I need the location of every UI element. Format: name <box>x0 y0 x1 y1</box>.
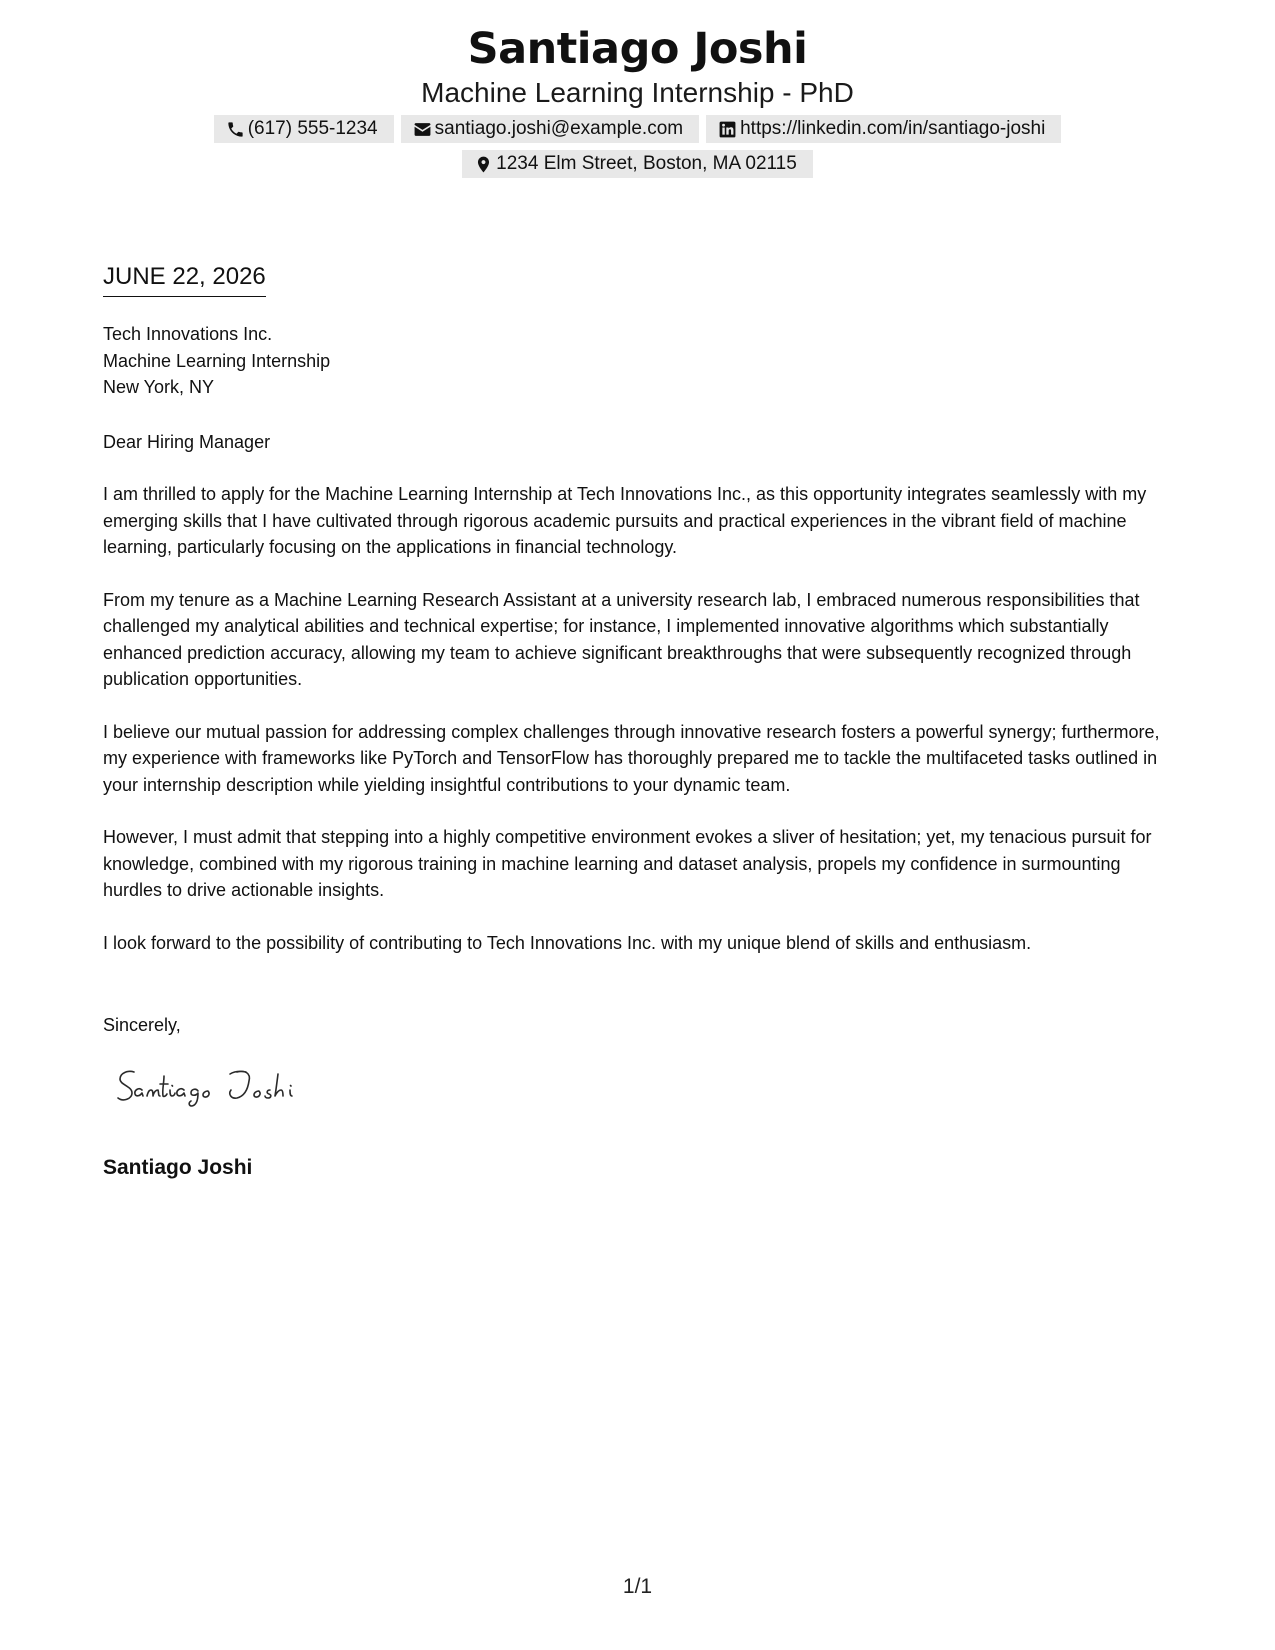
applicant-role: Machine Learning Internship - PhD <box>421 77 854 108</box>
recipient-block <box>103 321 1178 401</box>
recipient-position: Machine Learning Internship <box>103 350 331 371</box>
contact-phone-text: (617) 555-1234 <box>247 118 378 139</box>
paragraph: I look forward to the possibility of contributing to Tech Innovations Inc. with my unique blend of skills and enthusiasm. <box>103 932 1032 953</box>
contact-linkedin-text: https://linkedin.com/in/santiago-joshi <box>740 118 1046 139</box>
recipient-location: New York, NY <box>103 377 215 397</box>
letter-header <box>0 22 1275 178</box>
letter-date: JUNE 22, 2026 <box>103 262 266 297</box>
salutation: Dear Hiring Manager <box>103 431 271 452</box>
closing: Sincerely, <box>103 1015 181 1035</box>
signed-name: Santiago Joshi <box>103 1156 253 1179</box>
paragraph: I am thrilled to apply for the Machine Learning Internship at Tech Innovations Inc., as this opportunity integrates seamlessly with my emerging skills that I have cultivated through rigorous academic pursuits and practical experiences in the vibrant field of machine learning, particularly focusing on the applications in financial technology. <box>103 484 1147 557</box>
envelope-icon <box>413 120 432 139</box>
phone-icon <box>226 120 245 139</box>
page-number: 1/1 <box>622 1575 653 1598</box>
paragraph: From my tenure as a Machine Learning Research Assistant at a university research lab, I embraced numerous responsibilities that challenged my analytical abilities and technical expertise; for instance, I implemented innovative algorithms which substantially enhanced prediction accuracy, allowing my team to achieve significant breakthroughs that were subsequently recognized through publication opportunities. <box>103 589 1140 689</box>
contact-email[interactable] <box>401 115 699 143</box>
contact-row-secondary <box>0 150 1275 178</box>
contact-phone[interactable] <box>214 115 394 143</box>
contact-address[interactable] <box>462 150 813 178</box>
map-marker-icon <box>474 155 493 174</box>
linkedin-icon <box>718 120 737 139</box>
contact-address-text: 1234 Elm Street, Boston, MA 02115 <box>496 153 797 174</box>
contact-row-primary <box>0 115 1275 143</box>
paragraph: However, I must admit that stepping into a highly competitive environment evokes a sliver of hesitation; yet, my tenacious pursuit for knowledge, combined with my rigorous training in machine learning and dataset analysis, propels my confidence in surmounting hurdles to drive actionable insights. <box>103 827 1152 900</box>
recipient-company: Tech Innovations Inc. <box>103 324 273 344</box>
contact-linkedin[interactable] <box>706 115 1061 143</box>
handwritten-signature <box>112 1058 362 1118</box>
letter-body <box>103 321 1178 956</box>
paragraph: I believe our mutual passion for addressing complex challenges through innovative research fosters a powerful synergy; furthermore, my experience with frameworks like PyTorch and TensorFlow has thoroughly prepared me to tackle the multifaceted tasks outlined in your internship description while yielding insightful contributions to your dynamic team. <box>103 721 1160 795</box>
applicant-name: Santiago Joshi <box>467 24 808 74</box>
contact-email-text: santiago.joshi@example.com <box>434 118 684 139</box>
